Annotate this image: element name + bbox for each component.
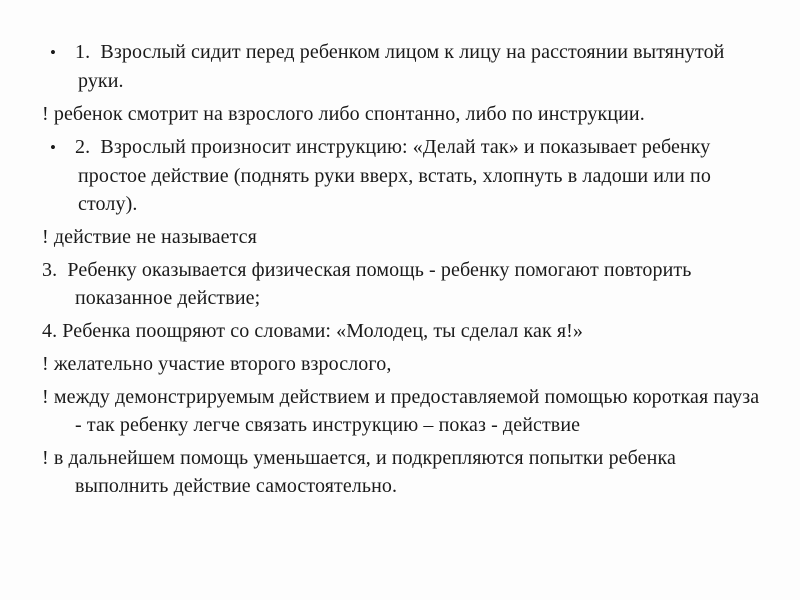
paragraph-text: 3. Ребенку оказывается физическая помощь - ребенку помогают повторить показанное действие; xyxy=(42,259,692,309)
bullet-icon: • xyxy=(50,43,57,62)
paragraph xyxy=(42,350,760,378)
paragraph xyxy=(42,38,760,95)
paragraph-text: ! в дальнейшем помощь уменьшается, и подкрепляются попытки ребенка выполнить действие самостоятельно. xyxy=(42,447,676,497)
paragraph-text: 2. Взрослый произносит инструкцию: «Делай так» и показывает ребенку простое действие (поднять руки вверх, встать, хлопнуть в ладоши или по столу). xyxy=(75,136,711,215)
paragraph xyxy=(42,317,760,345)
paragraph xyxy=(42,444,760,500)
paragraph xyxy=(42,133,760,218)
paragraph xyxy=(42,383,760,439)
paragraph-text: 1. Взрослый сидит перед ребенком лицом к лицу на расстоянии вытянутой руки. xyxy=(75,41,725,92)
paragraph-text: ! ребенок смотрит на взрослого либо спонтанно, либо по инструкции. xyxy=(42,103,645,125)
paragraph xyxy=(42,256,760,312)
paragraph-text: 4. Ребенка поощряют со словами: «Молодец, ты сделал как я!» xyxy=(42,320,584,342)
paragraph-text: ! между демонстрируемым действием и предоставляемой помощью короткая пауза - так ребенку легче связать инструкцию – показ - действие xyxy=(42,386,760,436)
bullet-icon: • xyxy=(50,138,57,157)
paragraph xyxy=(42,100,760,128)
paragraph-text: ! желательно участие второго взрослого, xyxy=(42,353,392,375)
slide-content xyxy=(42,38,760,505)
paragraph xyxy=(42,223,760,251)
paragraph-text: ! действие не называется xyxy=(42,226,257,248)
